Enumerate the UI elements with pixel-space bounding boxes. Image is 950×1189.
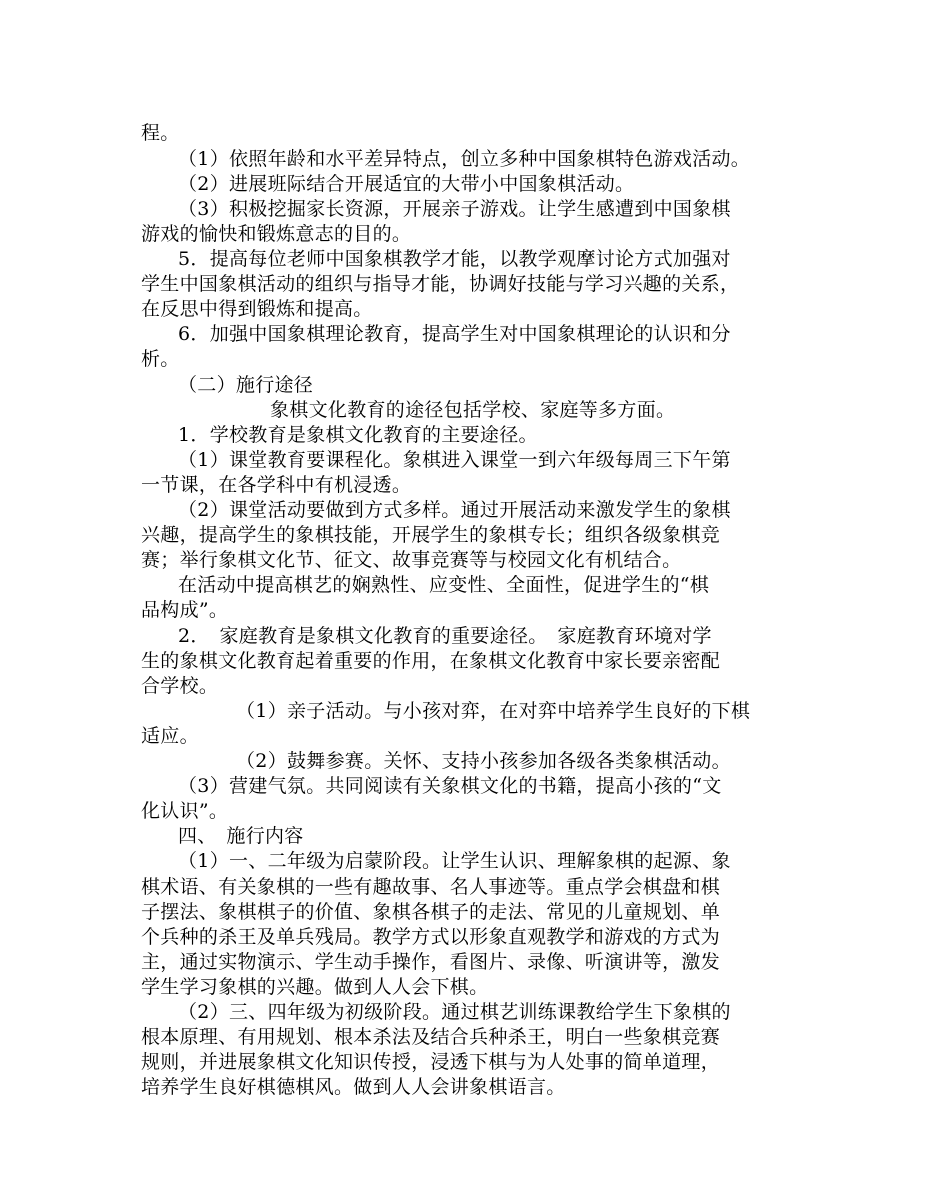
text-line: 1．学校教育是象棋文化教育的主要途径。 xyxy=(178,424,538,446)
text-line: 个兵种的杀王及单兵残局。教学方式以形象直观教学和游戏的方式为 xyxy=(141,926,721,948)
text-line: 棋术语、有关象棋的一些有趣故事、名人事迹等。重点学会棋盘和棋 xyxy=(141,876,721,898)
text-line: 析。 xyxy=(141,348,180,370)
text-line: （2）鼓舞参赛。关怀、支持小孩参加各级各类象棋活动。 xyxy=(236,750,731,772)
text-line: 生的象棋文化教育起着重要的作用，在象棋文化教育中家长要亲密配 xyxy=(141,650,721,672)
text-line: 一节课，在各学科中有机浸透。 xyxy=(141,474,412,496)
text-line: （3）积极挖掘家长资源，开展亲子游戏。让学生感遭到中国象棋 xyxy=(178,198,731,220)
text-line: 程。 xyxy=(141,122,180,144)
text-line: 游戏的愉快和锻炼意志的目的。 xyxy=(141,223,412,245)
text-line: 在反思中得到锻炼和提高。 xyxy=(141,298,373,320)
text-line: 子摆法、象棋棋子的价值、象棋各棋子的走法、常见的儿童规划、单 xyxy=(141,901,721,923)
text-line: （1）课堂教育要课程化。象棋进入课堂一到六年级每周三下午第 xyxy=(178,449,731,471)
text-line: 规则，并进展象棋文化知识传授，浸透下棋与为人处事的简单道理， xyxy=(141,1051,721,1073)
section-heading: 四、 施行内容 xyxy=(178,825,304,847)
text-line: （1）依照年龄和水平差异特点，创立多种中国象棋特色游戏活动。 xyxy=(178,148,751,170)
text-line: （2）课堂活动要做到方式多样。通过开展活动来激发学生的象棋 xyxy=(178,499,731,521)
text-line: （2）三、四年级为初级阶段。通过棋艺训练课教给学生下象棋的 xyxy=(178,1001,731,1023)
text-line: （3）营建气氛。共同阅读有关象棋文化的书籍，提高小孩的“文 xyxy=(178,775,722,797)
text-line: 根本原理、有用规划、根本杀法及结合兵种杀王，明白一些象棋竞赛 xyxy=(141,1026,721,1048)
text-line: （1）亲子活动。与小孩对弈，在对弈中培养学生良好的下棋 xyxy=(236,700,751,722)
text-line: （2）进展班际结合开展适宜的大带小中国象棋活动。 xyxy=(178,173,635,195)
text-line: 赛；举行象棋文化节、征文、故事竞赛等与校园文化有机结合。 xyxy=(141,549,682,571)
text-line: 学生中国象棋活动的组织与指导才能，协调好技能与学习兴趣的关系， xyxy=(141,273,740,295)
text-line: （1）一、二年级为启蒙阶段。让学生认识、理解象棋的起源、象 xyxy=(178,850,731,872)
text-line: 象棋文化教育的途径包括学校、家庭等多方面。 xyxy=(270,399,676,421)
text-line: 兴趣，提高学生的象棋技能，开展学生的象棋专长；组织各级象棋竞 xyxy=(141,524,721,546)
text-line: 在活动中提高棋艺的娴熟性、应变性、全面性，促进学生的“棋 xyxy=(178,574,710,596)
text-line: 学生学习象棋的兴趣。做到人人会下棋。 xyxy=(141,976,489,998)
text-line: 适应。 xyxy=(141,725,199,747)
text-line: 培养学生良好棋德棋风。做到人人会讲象棋语言。 xyxy=(141,1076,566,1098)
text-line: 品构成”。 xyxy=(141,599,229,621)
text-line: 化认识”。 xyxy=(141,800,229,822)
text-line: 主，通过实物演示、学生动手操作，看图片、录像、听演讲等，激发 xyxy=(141,951,721,973)
text-line: 合学校。 xyxy=(141,675,219,697)
text-line: 6．加强中国象棋理论教育，提高学生对中国象棋理论的认识和分 xyxy=(178,323,731,345)
section-heading: （二）施行途径 xyxy=(178,374,314,396)
text-line: 5．提高每位老师中国象棋教学才能，以教学观摩讨论方式加强对 xyxy=(178,248,731,270)
text-line: 2． 家庭教育是象棋文化教育的重要途径。 家庭教育环境对学 xyxy=(178,625,712,647)
